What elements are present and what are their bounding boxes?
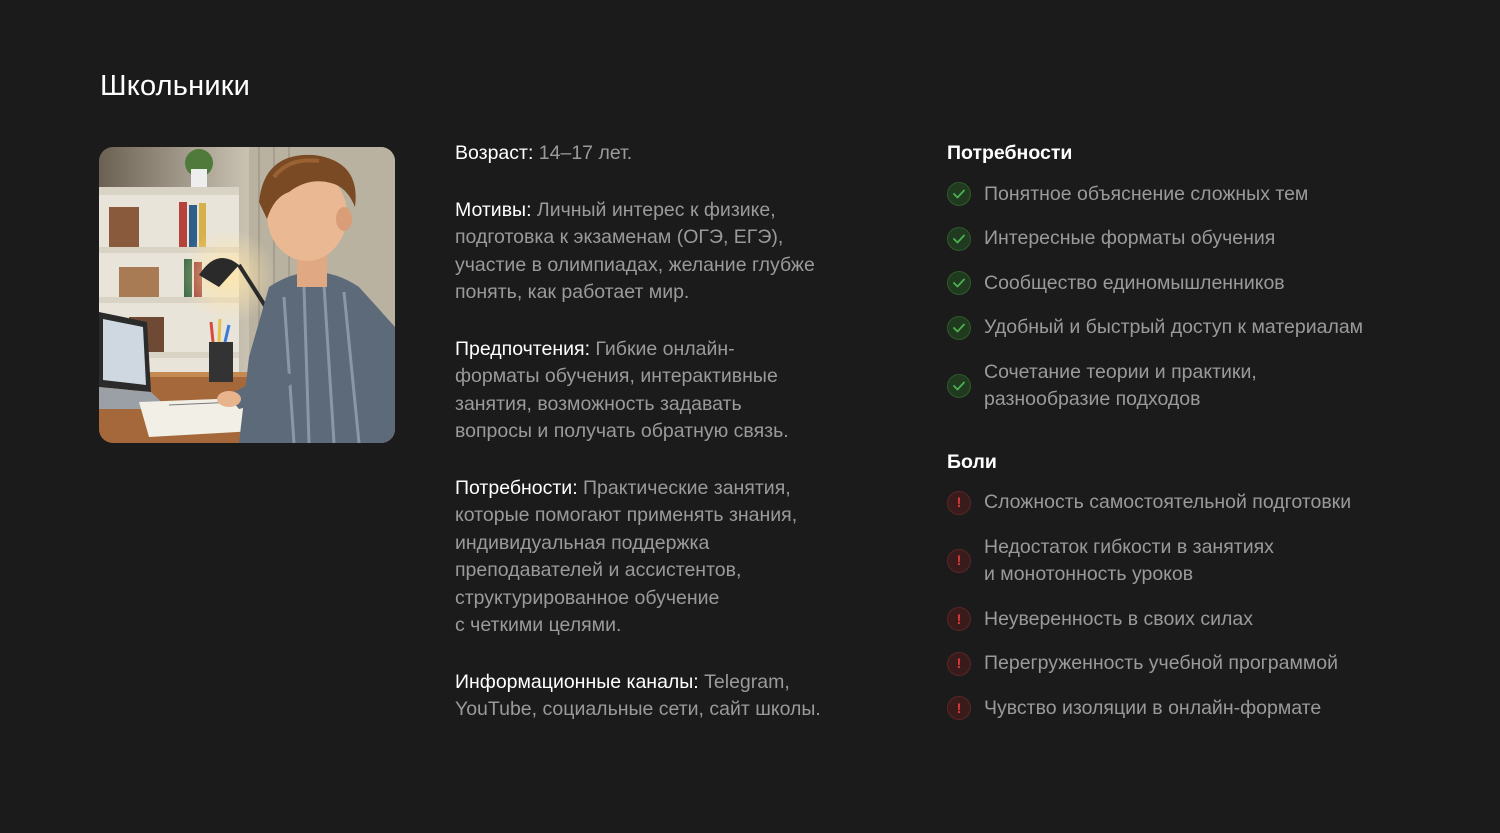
motives-block <box>455 197 855 307</box>
age-block <box>455 140 855 168</box>
preferences-label: Предпочтения: <box>455 337 590 360</box>
exclamation-icon: ! <box>947 491 971 515</box>
motives-label: Мотивы: <box>455 198 532 221</box>
persona-profile <box>455 140 855 753</box>
need-item <box>947 314 1447 342</box>
needs-block <box>455 475 855 640</box>
motives-value: Личный интерес к физике, подготовка к экзаменам (ОГЭ, ЕГЭ), участие в олимпиадах, желание глубже понять, как работает мир. <box>455 198 815 303</box>
pain-item <box>947 606 1447 634</box>
age-label: Возраст: <box>455 142 534 164</box>
exclamation-icon: ! <box>947 607 971 631</box>
check-icon <box>947 227 971 251</box>
need-item-text: Удобный и быстрый доступ к материалам <box>984 316 1364 338</box>
page-title: Школьники <box>100 70 251 102</box>
pain-item-text: Чувство изоляции в онлайн-формате <box>984 696 1322 719</box>
channels-block <box>455 669 855 724</box>
exclamation-icon: ! <box>947 652 971 676</box>
pain-item <box>947 695 1447 723</box>
check-icon <box>947 316 971 340</box>
age-value: 14–17 лет. <box>538 142 633 164</box>
check-icon <box>947 271 971 295</box>
pain-item-text: Недостаток гибкости в занятиях и монотонность уроков <box>984 535 1274 585</box>
preferences-block <box>455 336 855 446</box>
pains-section-title: Боли <box>947 450 997 473</box>
pain-item-text: Неуверенность в своих силах <box>984 607 1253 630</box>
need-item-text: Понятное объяснение сложных тем <box>984 182 1309 205</box>
exclamation-icon: ! <box>947 696 971 720</box>
pain-item <box>947 650 1447 678</box>
persona-photo <box>99 147 395 443</box>
pain-item-text: Перегруженность учебной программой <box>984 652 1339 674</box>
check-icon <box>947 182 971 206</box>
pains-list <box>947 489 1447 722</box>
needs-and-pains <box>947 140 1447 722</box>
need-item <box>947 270 1447 298</box>
need-item <box>947 225 1447 253</box>
need-item-text: Сочетание теории и практики, разнообразие подходов <box>984 360 1257 410</box>
teen-student-studying-icon <box>99 147 395 443</box>
needs-label: Потребности: <box>455 476 578 499</box>
channels-label: Информационные каналы: <box>455 670 699 693</box>
needs-section-title: Потребности <box>947 142 1073 164</box>
exclamation-icon: ! <box>947 549 971 573</box>
check-icon <box>947 374 971 398</box>
channels-value: Telegram, YouTube, социальные сети, сайт школы. <box>455 670 821 720</box>
pain-item <box>947 489 1447 517</box>
need-item <box>947 181 1447 209</box>
needs-list <box>947 181 1447 414</box>
pain-item <box>947 534 1447 589</box>
preferences-value: Гибкие онлайн- форматы обучения, интерактивные занятия, возможность задавать вопросы и получать обратную связь. <box>455 337 789 442</box>
need-item <box>947 359 1447 414</box>
need-item-text: Сообщество единомышленников <box>984 271 1285 294</box>
need-item-text: Интересные форматы обучения <box>984 227 1276 249</box>
pain-item-text: Сложность самостоятельной подготовки <box>984 491 1352 513</box>
needs-value: Практические занятия, которые помогают применять знания, индивидуальная поддержка преподавателей и ассистентов, структурированное обучение с четкими целями. <box>455 476 798 636</box>
